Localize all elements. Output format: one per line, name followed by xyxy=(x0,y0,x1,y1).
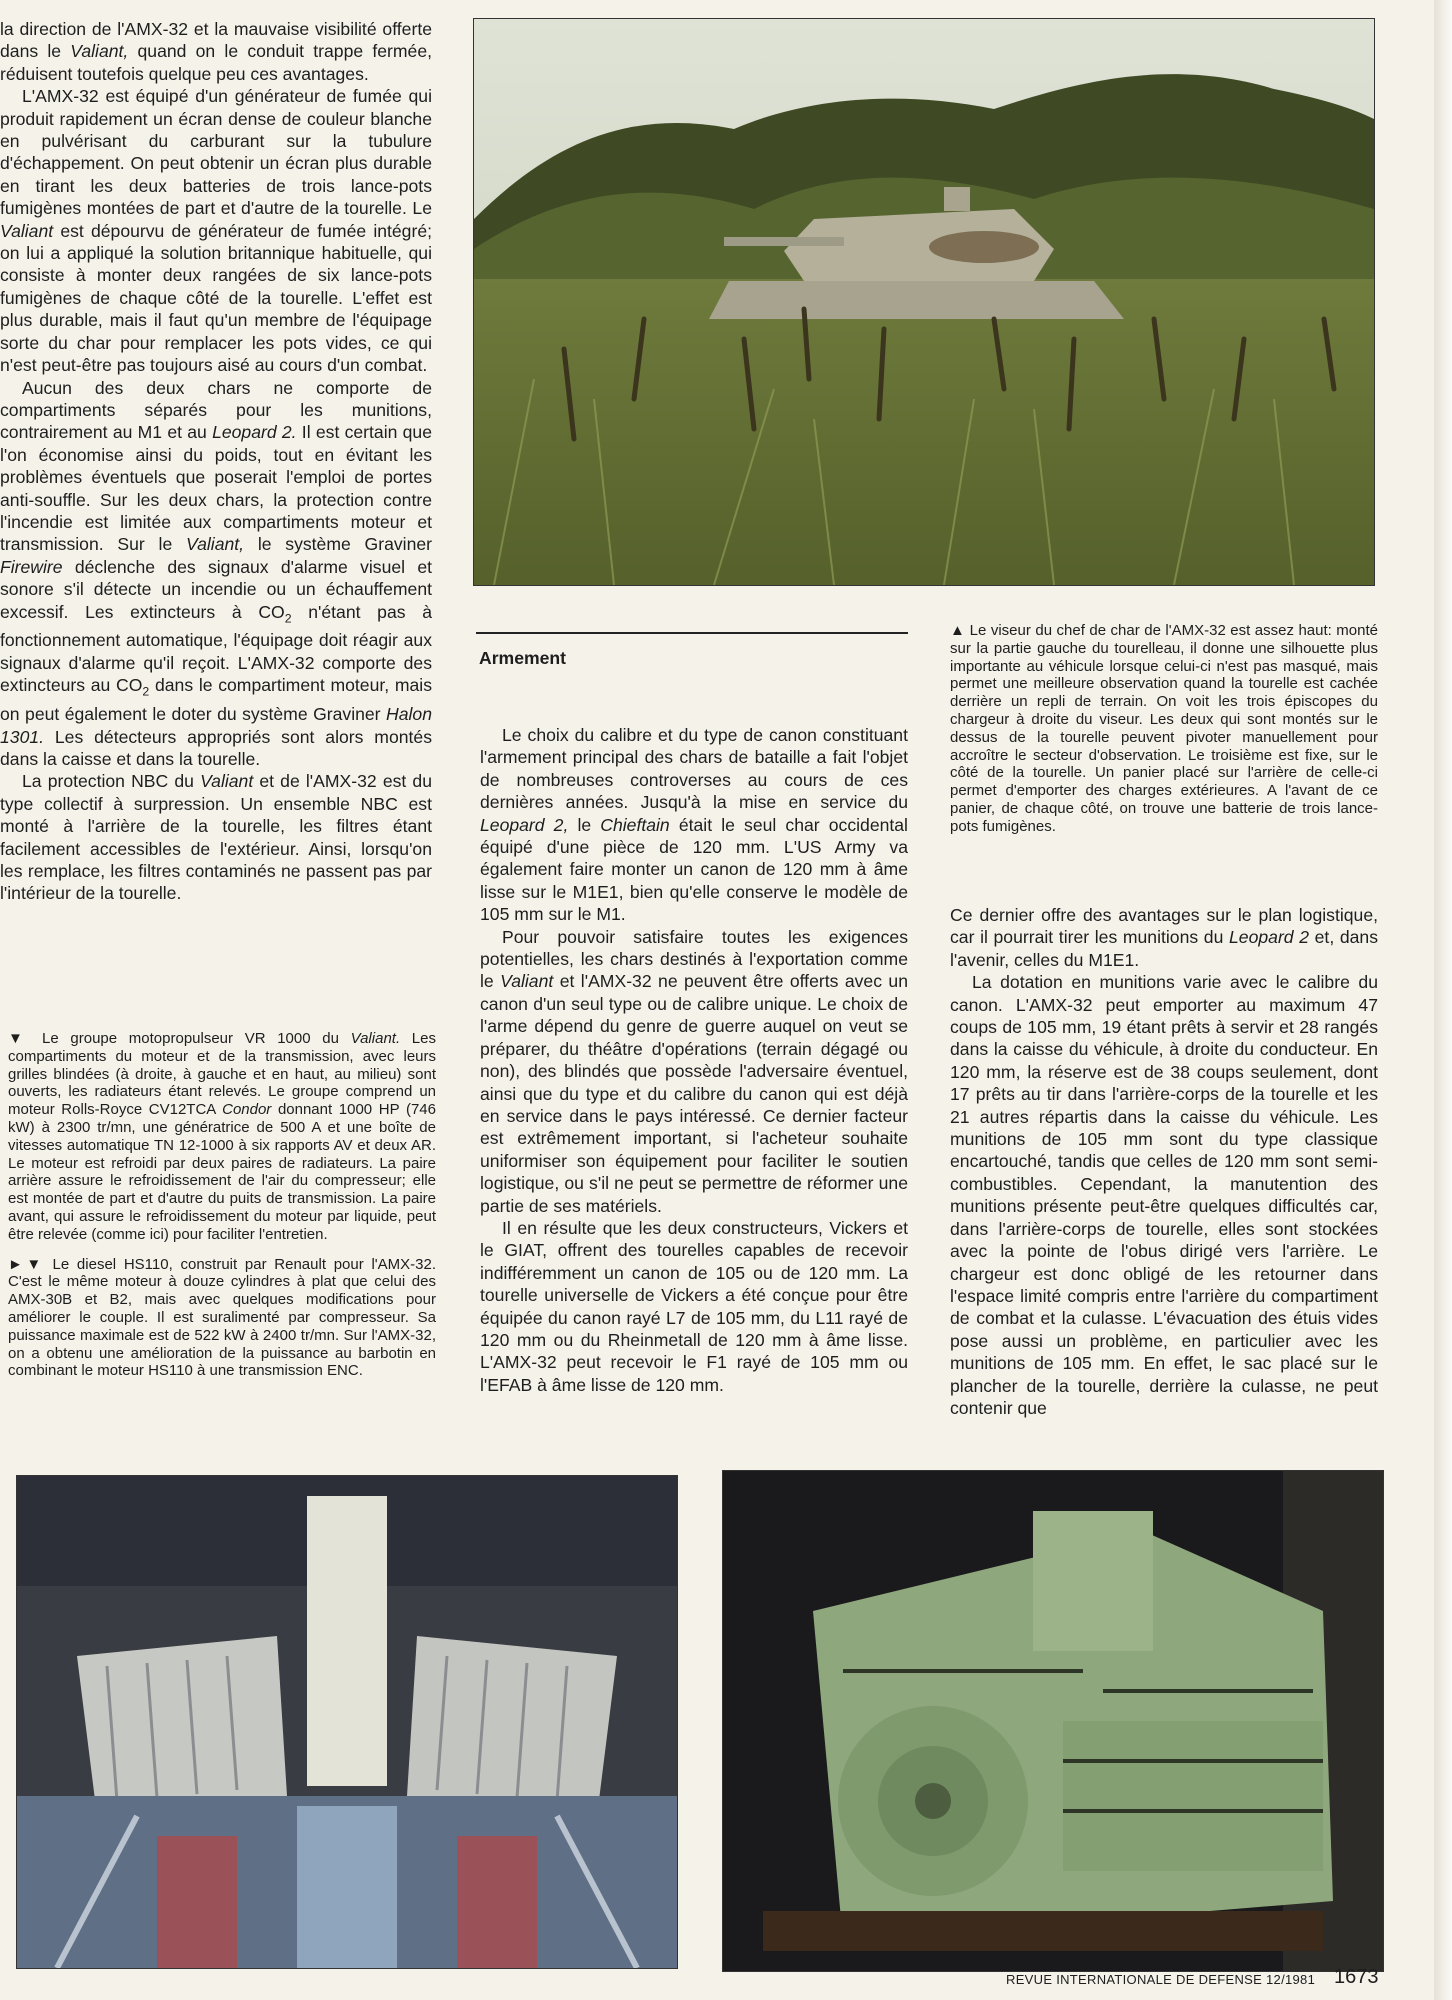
left-paragraph-3 xyxy=(0,377,432,771)
mid-paragraph-1 xyxy=(480,724,908,926)
text-run: et, dans l'avenir, celles du M1E1. xyxy=(950,927,1378,970)
caption-text: ▲ Le viseur du chef de char de l'AMX-32 est assez haut: monté sur la partie gauche du tourelleau, il donne une silhouette plus importante au véhicule lorsque celui-ci n'est pas masqué, mais permet une meilleure observation quand la tourelle est cachée derrière un repli de terrain. On voit les trois épiscopes du chargeur à droite du viseur. Les deux qui sont montés sur le dessus de la tourelle peuvent pivoter manuellement pour accroître le secteur d'observation. Le troisième est fixe, sur le côté de la tourelle. Un panier placé sur l'arrière de celle-ci permet d'emporter des charges extérieures. A l'avant de ce panier, de chaque côté, on trouve une batterie de trois lance-pots fumigènes. xyxy=(950,622,1378,835)
text-run-italic: Chieftain xyxy=(600,814,670,835)
text-run: Pour pouvoir satisfaire toutes les exigences potentielles, les chars destinés à l'exportation comme le xyxy=(480,926,908,992)
section-rule xyxy=(476,632,908,634)
text-run-italic: Leopard 2 xyxy=(1229,927,1310,948)
text-run: dans le compartiment moteur, mais on peut également le doter du système Graviner xyxy=(0,675,432,725)
text-run: et de l'AMX-32 est du type collectif à surpression. Un ensemble NBC est monté à l'arrière de la tourelle, les filtres étant facilement accessibles de l'extérieur. Ainsi, lorsqu'on les remplace, les filtres contaminés ne passent pas par l'intérieur de la tourelle. xyxy=(0,771,432,904)
text-run: Les compartiments du moteur et de la transmission, avec leurs grilles blindées (à droite, à gauche et en haut, au milieu) sont ouverts, les radiateurs étant relevés. Le groupe comprend un moteur Rolls-Royce CV12TCA xyxy=(8,1030,436,1119)
text-run: Ce dernier offre des avantages sur le plan logistique, car il pourrait tirer les munitions du xyxy=(950,905,1378,948)
text-run: quand on le conduit trappe fermée, réduisent toutefois quelque peu ces avantages. xyxy=(0,41,432,84)
left-text-column xyxy=(0,18,432,905)
caption-vr1000 xyxy=(8,1030,436,1244)
left-paragraph-1 xyxy=(0,18,432,85)
page-number: 1673 xyxy=(1334,1966,1379,1988)
text-run: déclenche des signaux d'alarme visuel et sonore s'il détecte un incendie ou un échauffement excessif. Les extincteurs à CO xyxy=(0,556,432,622)
right-paragraph-1 xyxy=(950,904,1378,971)
text-run: ▼ Le groupe motopropulseur VR 1000 du xyxy=(8,1030,351,1047)
text-run: La protection NBC du xyxy=(22,771,201,792)
mid-paragraph-2 xyxy=(480,926,908,1217)
text-run: le système Graviner xyxy=(244,534,433,555)
text-run-italic: Valiant xyxy=(200,771,254,792)
text-run: Aucun des deux chars ne comporte de compartiments séparés pour les munitions, contrairement au M1 et au xyxy=(0,377,432,443)
tank-caption xyxy=(950,622,1378,836)
left-paragraph-4 xyxy=(0,770,432,904)
text-run-italic: Valiant xyxy=(0,220,54,241)
text-run-italic: Leopard 2, xyxy=(480,814,569,835)
tank-in-field-photo xyxy=(473,18,1375,586)
text-run-italic: Valiant, xyxy=(186,534,245,555)
hs110-engine-photo xyxy=(722,1470,1384,1972)
subscript: 2 xyxy=(142,684,150,699)
text-run: la direction de l'AMX-32 et la mauvaise visibilité offerte dans le xyxy=(0,19,432,62)
right-paragraph-2: La dotation en munitions varie avec le calibre du canon. L'AMX-32 peut emporter au maximum 47 coups de 105 mm, 19 étant prêts à servir et 28 rangés dans la caisse du véhicule, à droite du conducteur. En 120 mm, la réserve est de 38 coups seulement, dont 17 prêts au tir dans l'arrière-corps de la tourelle et les 21 autres répartis dans la caisse du véhicule. Les munitions de 105 mm sont du type classique encartouché, tandis que celles de 120 mm sont semi-combustibles. Cependant, la manutention des munitions présente peut-être quelques difficultés car, dans l'arrière-corps de tourelle, elles sont stockées avec la pointe de l'obus dirigé vers l'arrière. Le chargeur est donc obligé de les retourner dans l'espace limité compris entre l'arrière du compartiment de combat et la culasse. L'évacuation des étuis vides pose aussi un problème, en particulier avec les munitions de 105 mm. En effet, le sac placé sur le plancher de la tourelle, derrière la culasse, ne peut contenir que xyxy=(950,972,1378,1418)
text-run-italic: Valiant xyxy=(500,971,554,992)
page-edge-shadow xyxy=(1434,0,1452,2000)
text-run: Le choix du calibre et du type de canon constituant l'armement principal des chars de bataille a fait l'objet de nombreuses controverses au cours de ces dernières années. Jusqu'à la mise en service du xyxy=(480,725,908,813)
mid-paragraph-3: Il en résulte que les deux constructeurs, Vickers et le GIAT, offrent des tourelles capables de recevoir indifféremment un canon de 105 ou de 120 mm. La tourelle universelle de Vickers a été conçue pour être équipée du canon rayé L7 de 105 mm, du L11 rayé de 120 mm ou du Rheinmetall de 120 mm à âme lisse. L'AMX-32 peut recevoir le F1 rayé de 105 mm ou l'EFAB à âme lisse de 120 mm. xyxy=(480,1217,908,1395)
text-run: Les détecteurs appropriés sont alors montés dans la caisse et dans la tourelle. xyxy=(0,726,432,770)
vr1000-illustration xyxy=(17,1476,677,1968)
right-text-column xyxy=(950,904,1378,1419)
text-run-italic: Valiant, xyxy=(70,41,129,62)
hs110-illustration xyxy=(723,1471,1383,1971)
text-run: le xyxy=(568,814,601,835)
left-paragraph-2 xyxy=(0,85,432,376)
text-run-italic: Valiant. xyxy=(350,1030,401,1047)
section-heading: Armement xyxy=(479,648,567,668)
middle-text-column xyxy=(480,724,908,1396)
caption-hs110: ►▼ Le diesel HS110, construit par Renault pour l'AMX-32. C'est le même moteur à douze cylindres à plat que celui des AMX-30B et B2, mais avec quelques modifications pour améliorer le couple. Il est suralimenté par compresseur. Sa puissance maximale est de 522 kW à 2400 tr/mn. Sur l'AMX-32, on a obtenu une amélioration de la puissance au barbotin en combinant le moteur HS110 à une transmission ENC. xyxy=(8,1255,436,1380)
text-run: donnant 1000 HP (746 kW) à 2300 tr/mn, une génératrice de 500 A et une boîte de vitesses automatique TN 12-1000 à six rapports AV et deux AR. Le moteur est refroidi par deux paires de radiateurs. La paire arrière assure le refroidissement de l'air du compresseur; elle est montée de part et d'autre du puits de transmission. La paire avant, qui assure le refroidissement du moteur par liquide, peut être relevée (comme ici) pour faciliter l'entretien. xyxy=(8,1101,436,1243)
journal-source: REVUE INTERNATIONALE DE DEFENSE 12/1981 xyxy=(1006,1972,1316,1987)
text-run: et l'AMX-32 ne peuvent être offerts avec un canon d'un seul type ou de calibre unique. Le choix de l'arme dépend du genre de guerre auquel on veut se préparer, du théâtre d'opérations (terrain dégagé ou non), des blindés que possède l'adversaire éventuel, ainsi que du type et du calibre du canon qui est déjà en service dans le pays intéressé. Ce dernier facteur est extrêmement important, si l'acheteur souhaite uniformiser son équipement pour faciliter le soutien logistique, ou s'il ne peut se permettre de réformer une partie de ses matériels. xyxy=(480,971,908,1216)
vr1000-engine-photo xyxy=(16,1475,678,1969)
text-run-italic: Halon 1301. xyxy=(0,704,432,747)
engine-captions xyxy=(8,1030,436,1380)
subscript: 2 xyxy=(284,611,292,626)
text-run: Il est certain que l'on économise ainsi du poids, tout en évitant les problèmes éventuels que poserait l'emploi de portes anti-souffle. Sur les deux chars, la protection contre l'incendie est limitée aux compartiments moteur et transmission. Sur le xyxy=(0,422,432,555)
text-run: est dépourvu de générateur de fumée intégré; on lui a appliqué la solution britannique habituelle, qui consiste à monter deux rangées de six lance-pots fumigènes de chaque côté de la tourelle. L'effet est plus durable, mais il faut qu'un membre de l'équipage sorte du char pour remplacer les pots vides, ce qui n'est peut-être pas toujours aisé au cours d'un combat. xyxy=(0,220,432,376)
text-run-italic: Condor xyxy=(222,1101,272,1119)
text-run: n'étant pas à fonctionnement automatique, l'équipage doit réagir aux signaux d'alarme qu'il reçoit. L'AMX-32 comporte des extincteurs au CO xyxy=(0,601,432,696)
text-run-italic: Leopard 2. xyxy=(212,422,297,443)
tank-photo-illustration xyxy=(474,19,1374,585)
text-run: était le seul char occidental équipé d'une pièce de 120 mm. L'US Army va également faire monter un canon de 120 mm à âme lisse sur le M1E1, bien qu'elle conserve le modèle de 105 mm sur le M1. xyxy=(480,814,908,925)
text-run: L'AMX-32 est équipé d'un générateur de fumée qui produit rapidement un écran dense de couleur blanche en pulvérisant du carburant sur la tubulure d'échappement. On peut obtenir un écran plus durable en tirant les deux batteries de trois lance-pots fumigènes montées de part et d'autre de la tourelle. Le xyxy=(0,86,432,219)
text-run-italic: Firewire xyxy=(0,556,63,577)
